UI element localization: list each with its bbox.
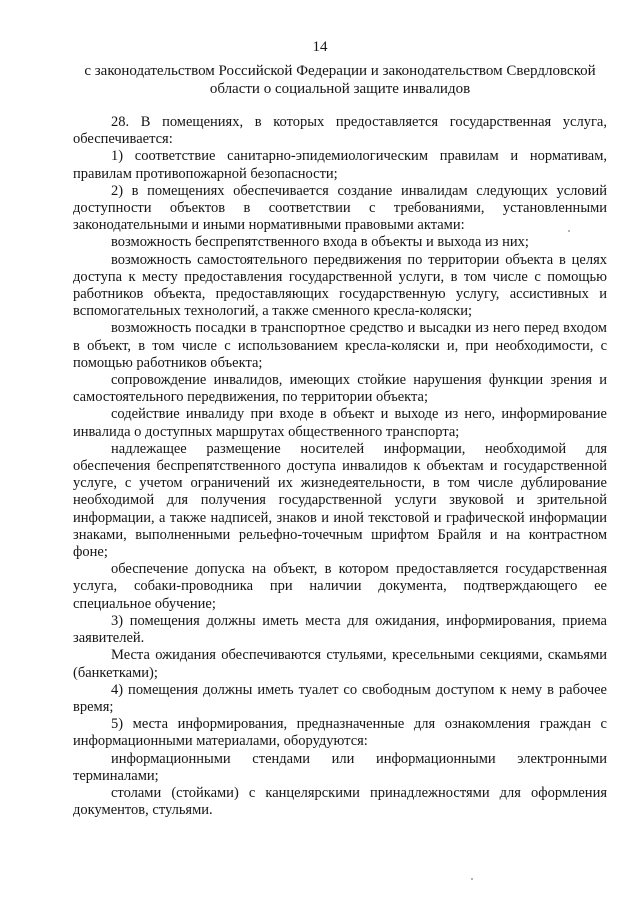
paragraph-tables: столами (стойками) с канцелярскими принадлежностями для оформления документов, стульями.: [73, 784, 607, 819]
paragraph-escort: сопровождение инвалидов, имеющих стойкие нарушения функции зрения и самостоятельного передвижения, по территории объекта;: [73, 372, 607, 406]
page-number: 14: [312, 39, 328, 55]
paragraph-waiting-places: Места ожидания обеспечиваются стульями, кресельными секциями, скамьями (банкетками);: [73, 647, 607, 681]
paragraph-assistance: содействие инвалиду при входе в объект и выходе из него, информирование инвалида о доступных маршрутах общественного транспорта;: [73, 406, 607, 440]
paragraph-entrance-access: возможность беспрепятственного входа в объекты и выхода из них;: [111, 234, 529, 251]
paragraph-item-3: 3) помещения должны иметь места для ожидания, информирования, приема заявителей.: [73, 612, 607, 647]
document-body: [73, 114, 607, 819]
paragraph-28-intro: 28. В помещениях, в которых предоставляется государственная услуга, обеспечивается:: [73, 114, 607, 148]
paragraph-item-4: 4) помещения должны иметь туалет со свободным доступом к нему в рабочее время;: [73, 681, 607, 715]
paragraph-information-placement: надлежащее размещение носителей информации, необходимой для обеспечения беспрепятственного доступа инвалидов к объектам и государственной услуге, с учетом ограничений их жизнедеятельности, в том числе дублирование необходимой для получения государственной услуги звуковой и зрительной информации, а также надписей, знаков и иной текстовой и графической информации знаками, выполненными рельефно-точечным шрифтом Брайля и на контрастном фоне;: [73, 440, 607, 561]
scan-speck: [568, 230, 570, 232]
scan-speck: [471, 878, 473, 880]
paragraph-guide-dog: обеспечение допуска на объект, в котором предоставляется государственная услуга, собаки-проводника при наличии документа, подтверждающего ее специальное обучение;: [73, 561, 607, 612]
paragraph-info-stands: информационными стендами или информационными электронными терминалами;: [73, 750, 607, 784]
section-heading: с законодательством Российской Федерации и законодательством Свердловской области о социальной защите инвалидов: [84, 63, 596, 97]
paragraph-transport-boarding: возможность посадки в транспортное средство и высадки из него перед входом в объект, в том числе с использованием кресла-коляски и, при необходимости, с помощью работников объекта;: [73, 320, 607, 371]
paragraph-item-2: 2) в помещениях обеспечивается создание инвалидам следующих условий доступности объектов в соответствии с требованиями, установленными законодательными и иными нормативными правовыми актами:: [73, 182, 607, 234]
paragraph-independent-movement: возможность самостоятельного передвижения по территории объекта в целях доступа к месту предоставления государственной услуги, в том числе с помощью работников объекта, предоставляющих государственную услугу, ассистивных и вспомогательных технологий, а также сменного кресла-коляски;: [73, 251, 607, 320]
paragraph-item-1: 1) соответствие санитарно-эпидемиологическим правилам и нормативам, правилам противопожарной безопасности;: [73, 148, 607, 182]
paragraph-item-5: 5) места информирования, предназначенные для ознакомления граждан с информационными материалами, оборудуются:: [73, 716, 607, 750]
